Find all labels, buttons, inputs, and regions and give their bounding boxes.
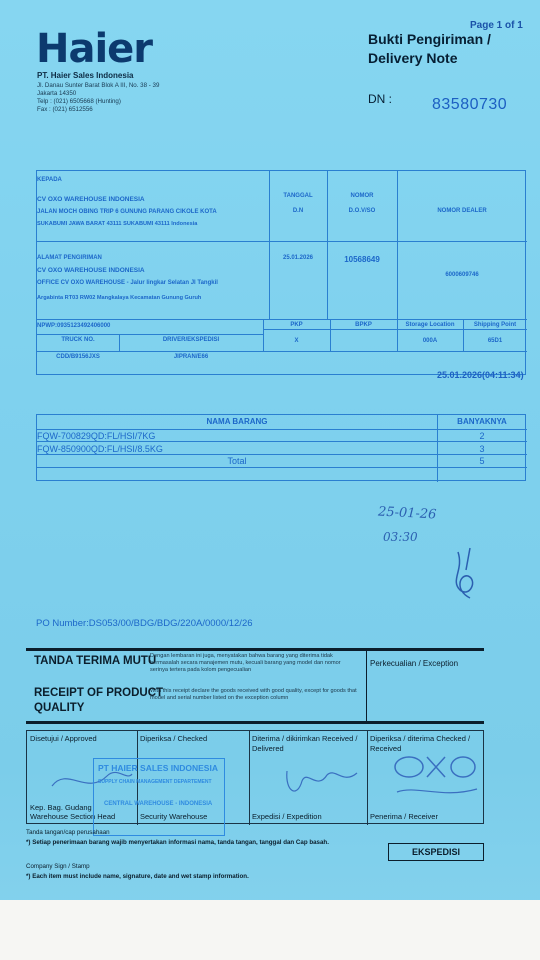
col-nama-barang: NAMA BARANG bbox=[206, 417, 268, 426]
receipt-of-product: RECEIPT OF PRODUCT bbox=[34, 687, 164, 699]
dn-number: 83580730 bbox=[432, 96, 508, 113]
bpkp-header: BPKP bbox=[355, 322, 372, 328]
warehouse-head-label-id: Kep. Bag. Gudang bbox=[30, 803, 92, 812]
pkp-header: PKP bbox=[290, 322, 303, 328]
receipt-text-id: Dengan lembaran ini juga, menyatakan bahwa barang yang diterima tidak bermasalah secara manajemen mutu, kecuali barang yang model dan nomor serinya tertera pada kolom pengecualian bbox=[150, 653, 341, 673]
receiver-signature bbox=[387, 747, 482, 807]
print-timestamp: 25.01.2026(04:11:34) bbox=[437, 370, 524, 380]
expedition-signature bbox=[277, 761, 367, 806]
phone-line: Telp : (021) 6505668 (Hunting) bbox=[37, 98, 121, 105]
dn-label: DN : bbox=[368, 92, 392, 106]
delivery-info-table bbox=[36, 170, 526, 375]
item-qty: 2 bbox=[479, 431, 485, 441]
address-line: Jakarta 14350 bbox=[37, 90, 77, 97]
company-name: PT. Haier Sales Indonesia bbox=[37, 71, 134, 80]
haier-logo: Haier bbox=[36, 26, 153, 72]
alamat-address-1: OFFICE CV OXO WAREHOUSE - Jalur lingkar Selatan Jl Tangkil bbox=[37, 280, 218, 286]
receipt-of-quality-box bbox=[26, 648, 484, 724]
nomor-value: 10568649 bbox=[344, 255, 380, 264]
storage-value: 000A bbox=[422, 338, 438, 344]
tanggal-value: 25.01.2026 bbox=[282, 255, 314, 261]
security-label: Security Warehouse bbox=[140, 812, 208, 821]
stamp-line-3: CENTRAL WAREHOUSE - INDONESIA bbox=[104, 801, 213, 807]
exception-label: Perkecualian / Exception bbox=[370, 659, 459, 668]
total-value: 5 bbox=[479, 456, 485, 466]
alamat-address-2: Argabinta RT03 RW02 Mangkalaya Kecamatan Gunung Guruh bbox=[37, 295, 202, 301]
kepada-address-2: SUKABUMI JAWA BARAT 43111 SUKABUMI 43111 Indonesia bbox=[37, 221, 198, 227]
checked-received-label: Diperiksa / diterima Checked / Received bbox=[370, 734, 471, 753]
handwritten-date: 25-01-26 bbox=[377, 504, 437, 523]
warehouse-head-label-en: Warehouse Section Head bbox=[30, 812, 116, 821]
storage-header: Storage Location bbox=[405, 322, 455, 328]
company-stamp bbox=[93, 758, 225, 836]
item-name: FQW-700829QD:FL/HSI/7KG bbox=[37, 431, 156, 441]
tanggal-header: TANGGAL bbox=[283, 193, 313, 199]
address-line: Jl. Danau Sunter Barat Blok A III, No. 38 - 39 bbox=[37, 82, 160, 89]
nomor-dealer-header: NOMOR DEALER bbox=[437, 208, 487, 214]
kepada-address-1: JALAN MOCH OBING TRIP 6 GUNUNG PARANG CIKOLE KOTA bbox=[37, 209, 217, 215]
nomor-sub: D.O.V/SO bbox=[348, 208, 376, 214]
alamat-label: ALAMAT PENGIRIMAN bbox=[37, 255, 102, 261]
alamat-name: CV OXO WAREHOUSE INDONESIA bbox=[37, 267, 145, 274]
quality: QUALITY bbox=[34, 702, 85, 714]
driver-value: JIPRAN/E66 bbox=[173, 354, 209, 360]
dealer-value: 6000609746 bbox=[445, 272, 479, 278]
handwritten-time: 03:30 bbox=[383, 530, 418, 544]
item-qty: 3 bbox=[479, 444, 485, 454]
ekspedisi-copy-label: EKSPEDISI bbox=[388, 843, 484, 861]
expedition-label: Expedisi / Expedition bbox=[252, 812, 322, 821]
fax-line: Fax : (021) 6512556 bbox=[37, 106, 93, 113]
receiver-label: Penerima / Receiver bbox=[370, 812, 438, 821]
paper-edge bbox=[0, 900, 540, 960]
kepada-name: CV OXO WAREHOUSE INDONESIA bbox=[37, 196, 145, 203]
nomor-header: NOMOR bbox=[350, 193, 374, 199]
page-indicator: Page 1 of 1 bbox=[470, 20, 523, 31]
tanggal-sub: D.N bbox=[292, 208, 304, 214]
receipt-text-en: With this receipt declare the goods received with good quality, except for goods that model and serial number listed on the exception column bbox=[150, 688, 357, 701]
title-line-2: Delivery Note bbox=[368, 50, 458, 66]
footer-sign-en: Company Sign / Stamp bbox=[26, 863, 90, 870]
shipping-header: Shipping Point bbox=[473, 322, 517, 328]
document-title bbox=[368, 30, 491, 68]
title-line-1: Bukti Pengiriman / bbox=[368, 31, 491, 47]
npwp: NPWP:0935123492406000 bbox=[37, 323, 111, 329]
driver-header: DRIVER/EKSPEDISI bbox=[162, 337, 220, 343]
truck-value: CDD/B9156JXS bbox=[56, 354, 100, 360]
items-table bbox=[36, 414, 526, 481]
handwritten-signature bbox=[440, 540, 500, 610]
received-delivered-label: Diterima / dikirimkan Received / Delivered bbox=[252, 734, 358, 753]
po-number: PO Number:DS053/00/BDG/BDG/220A/0000/12/26 bbox=[36, 618, 253, 629]
kepada-label: KEPADA bbox=[37, 177, 62, 183]
shipping-value: 65D1 bbox=[487, 338, 503, 344]
footer-sign-id: Tanda tangan/cap perusahaan bbox=[26, 829, 110, 836]
item-name: FQW-850900QD:FL/HSI/8.5KG bbox=[37, 444, 163, 454]
total-label: Total bbox=[227, 456, 247, 466]
company-address bbox=[37, 82, 159, 114]
truck-header: TRUCK NO. bbox=[61, 337, 95, 343]
pkp-value: X bbox=[294, 338, 299, 344]
stamp-line-1: PT HAIER SALES INDONESIA bbox=[98, 763, 218, 773]
footer-note-id: *) Setiap penerimaan barang wajib menyertakan informasi nama, tanda tangan, tanggal dan Cap basah. bbox=[26, 839, 329, 846]
tanda-terima-mutu: TANDA TERIMA MUTU bbox=[34, 655, 157, 667]
footer-note-en: *) Each item must include name, signature, date and wet stamp information. bbox=[26, 873, 249, 880]
checked-label: Diperiksa / Checked bbox=[140, 734, 208, 743]
col-banyaknya: BANYAKNYA bbox=[457, 417, 507, 426]
approved-label: Disetujui / Approved bbox=[30, 734, 97, 743]
stamp-line-2: SUPPLY CHAIN MANAGEMENT DEPARTEMENT bbox=[98, 779, 212, 785]
